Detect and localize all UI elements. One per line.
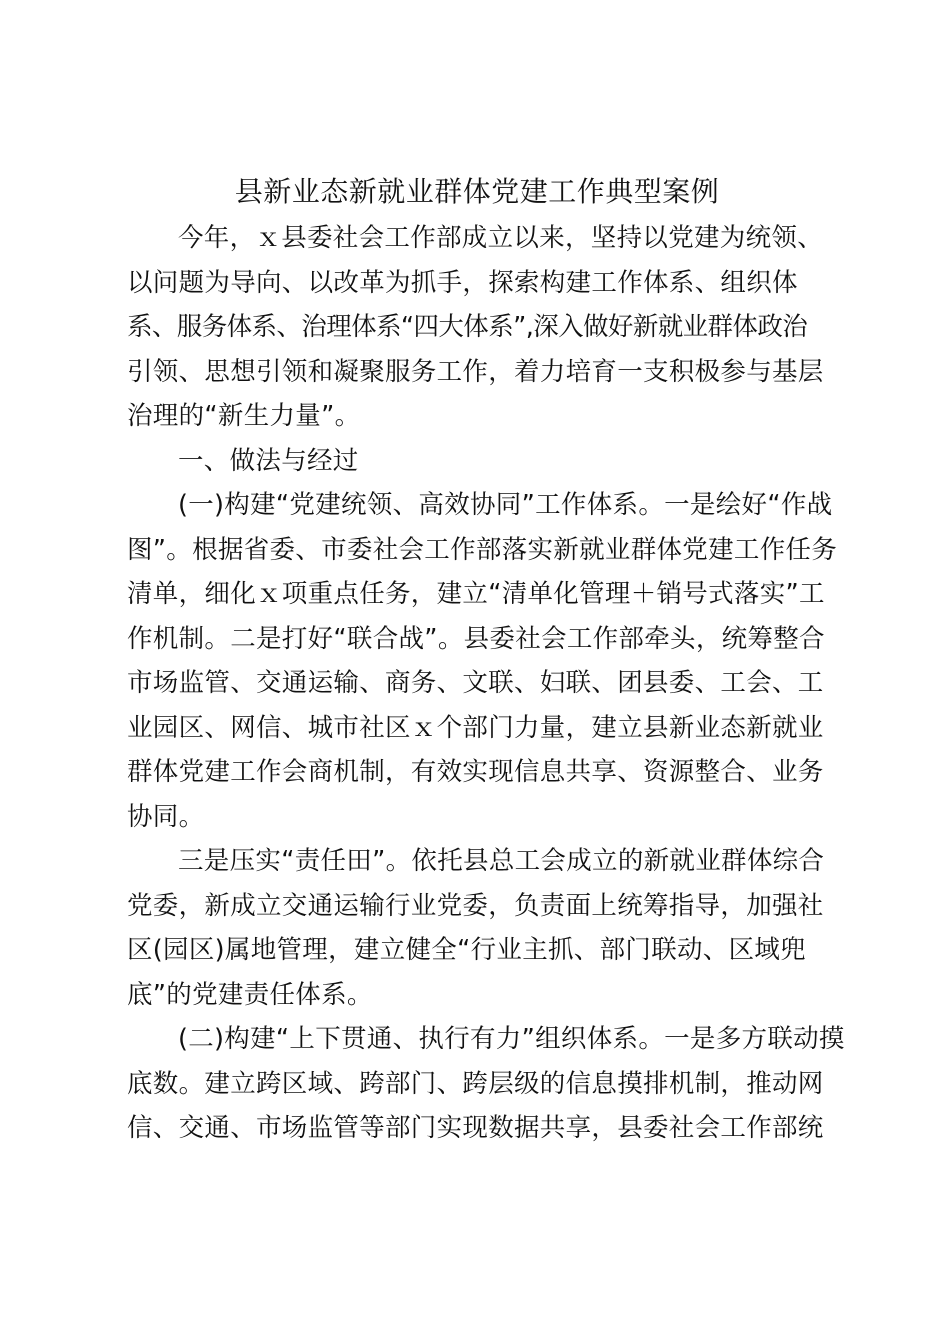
paragraph-responsibility: [127, 839, 827, 1017]
text-line: 今年，ｘ县委社会工作部成立以来，坚持以党建为统领、: [178, 223, 824, 253]
text-line: 图”。根据省委、市委社会工作部落实新就业群体党建工作任务: [127, 534, 838, 565]
text-line: 一、做法与经过: [178, 445, 359, 476]
text-line: 党委，新成立交通运输行业党委，负责面上统筹指导，加强社: [127, 890, 824, 921]
text-line: 信、交通、市场监管等部门实现数据共享，县委社会工作部统: [127, 1113, 824, 1143]
text-line: 底”的党建责任体系。: [127, 979, 373, 1010]
text-line: 作机制。二是打好“联合战”。县委社会工作部牵头，统筹整合: [127, 623, 825, 654]
text-line: 三是压实“责任田”。依托县总工会成立的新就业群体综合: [178, 846, 825, 876]
text-line: 系、服务体系、治理体系“四大体系”,深入做好新就业群体政治: [127, 312, 808, 342]
text-line: 底数。建立跨区域、跨部门、跨层级的信息摸排机制，推动网: [127, 1068, 824, 1099]
text-line: 群体党建工作会商机制，有效实现信息共享、资源整合、业务: [127, 757, 824, 787]
section-heading: [127, 439, 827, 484]
text-line: 市场监管、交通运输、商务、文联、妇联、团县委、工会、工: [127, 668, 824, 698]
text-line: (二)构建“上下贯通、执行有力”组织体系。一是多方联动摸: [178, 1024, 845, 1054]
text-line: 清单，细化ｘ项重点任务，建立“清单化管理＋销号式落实”工: [127, 579, 825, 609]
text-line: (一)构建“党建统领、高效协同”工作体系。一是绘好“作战: [178, 490, 833, 520]
document-title: 县新业态新就业群体党建工作典型案例: [234, 175, 720, 208]
paragraph-organization-system: [127, 1017, 845, 1151]
text-line: 区(园区)属地管理，建立健全“行业主抓、部门联动、区域兜: [127, 935, 807, 965]
text-line: 治理的“新生力量”。: [127, 401, 361, 431]
paragraph-work-system: [127, 483, 838, 839]
document-page: [127, 170, 845, 1151]
paragraph-intro: [127, 216, 827, 439]
text-line: 业园区、网信、城市社区ｘ个部门力量，建立县新业态新就业: [127, 712, 824, 743]
text-line: 引领、思想引领和凝聚服务工作，着力培育一支积极参与基层: [127, 356, 824, 387]
text-line: 协同。: [127, 801, 205, 832]
text-line: 以问题为导向、以改革为抓手，探索构建工作体系、组织体: [127, 267, 798, 298]
